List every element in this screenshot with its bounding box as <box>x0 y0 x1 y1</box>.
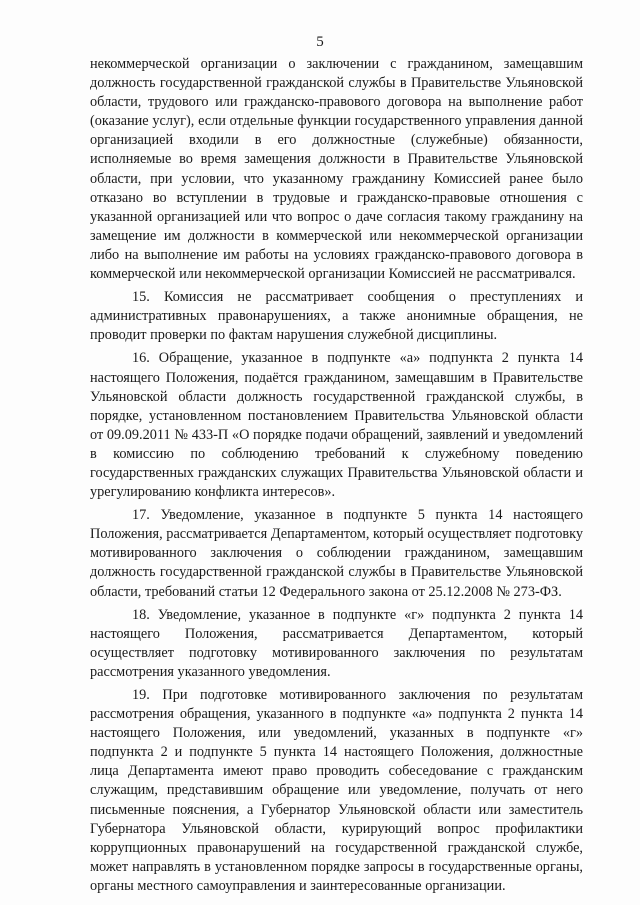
paragraph-15: 15. Комиссия не рассматривает сообщения о преступлениях и административных правонарушениях, а также анонимные обращения, не проводит проверки по фактам нарушения служебной дисциплины. <box>90 289 583 344</box>
paragraph-16: 16. Обращение, указанное в подпункте «а» подпункта 2 пункта 14 настоящего Положения, подаётся гражданином, замещавшим в Правительстве Ульяновской области должность государственной гражданской службы, в порядке, установленном постановлением Правительства Ульяновской области от 09.09.2011 № 433-П «О порядке подачи обращений, заявлений и уведомлений в комиссию по соблюдению требований к служебному поведению государственных гражданских служащих Правительства Ульяновской области и урегулированию конфликта интересов». <box>90 350 583 501</box>
paragraph-18: 18. Уведомление, указанное в подпункте «г» подпункта 2 пункта 14 настоящего Положения, рассматривается Департаментом, который осуществляет подготовку мотивированного заключения по результатам рассмотрения указанного уведомления. <box>90 606 583 680</box>
document-body <box>90 55 583 896</box>
page-number: 5 <box>316 34 324 50</box>
paragraph-17: 17. Уведомление, указанное в подпункте 5 пункта 14 настоящего Положения, рассматривается Департаментом, который осуществляет подготовку мотивированного заключения о соблюдении гражданином, замещавшим должность государственной гражданской службы в Правительстве Ульяновской области, требований статьи 12 Федерального закона от 25.12.2008 № 273-ФЗ. <box>90 507 583 600</box>
paragraph-19: 19. При подготовке мотивированного заключения по результатам рассмотрения обращения, указанного в подпункте «а» подпункта 2 пункта 14 настоящего Положения, или уведомлений, указанных в подпункте «г» подпункта 2 и подпункте 5 пункта 14 настоящего Положения, должностные лица Департамента имеют право проводить собеседование с гражданским служащим, представившим обращение или уведомление, получать от него письменные пояснения, а Губернатор Ульяновской области или заместитель Губернатора Ульяновской области, курирующий вопрос профилактики коррупционных правонарушений на государственной гражданской службе, может направлять в установленном порядке запросы в государственные органы, органы местного самоуправления и заинтересованные организации. <box>90 687 583 894</box>
paragraph-continuation: некоммерческой организации о заключении с гражданином, замещавшим должность государственной гражданской службы в Правительстве Ульяновской области, трудового или гражданско-правового договора на выполнение работ (оказание услуг), если отдельные функции государственного управления данной организацией входили в его должностные (служебные) обязанности, исполняемые во время замещения должности в Правительстве Ульяновской области, при условии, что указанному гражданину Комиссией ранее было отказано во вступлении в трудовые и гражданско-правовые отношения с указанной организацией или что вопрос о даче согласия такому гражданину на замещение им должности в коммерческой или некоммерческой организации либо на выполнение им работы на условиях гражданско-правового договора в коммерческой или некоммерческой организации Комиссией не рассматривался. <box>90 56 583 283</box>
